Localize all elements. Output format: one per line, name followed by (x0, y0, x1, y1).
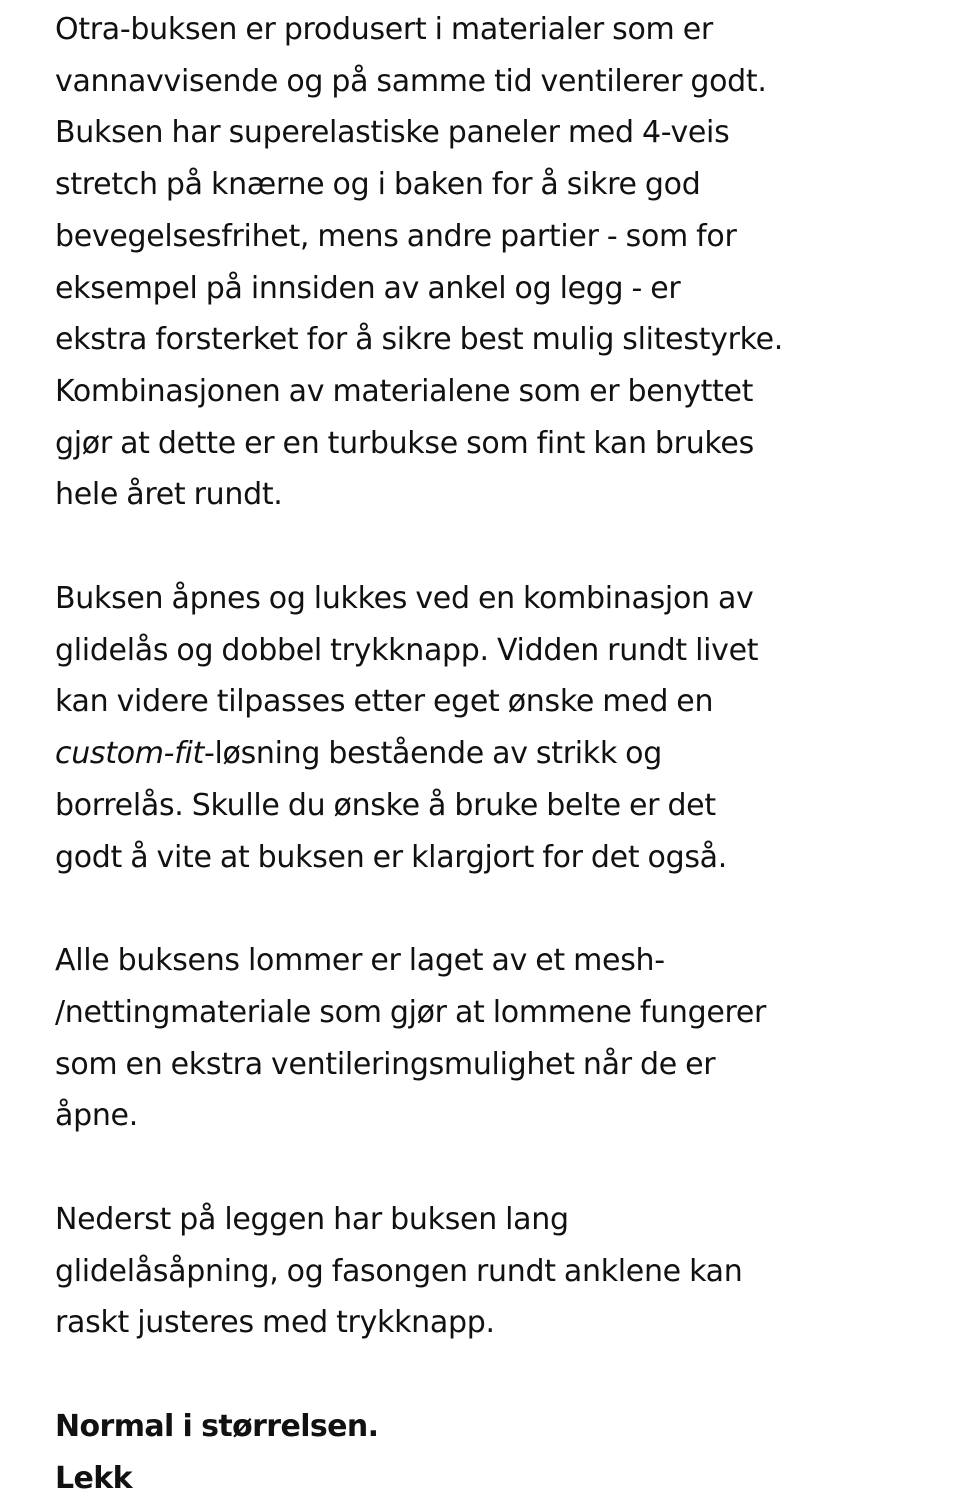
emphasis-custom-fit: custom-fit (55, 736, 204, 772)
text-line: /nettingmateriale som gjør at lommene fungerer (55, 994, 767, 1030)
text-line: godt å vite at buksen er klargjort for det også. (55, 839, 727, 875)
text-line: bevegelsesfrihet, mens andre partier - som for (55, 218, 737, 254)
text-line: hele året rundt. (55, 477, 283, 513)
text-line: kan videre tilpasses etter eget ønske med en (55, 684, 714, 720)
text-line: glidelås og dobbel trykknapp. Vidden rundt livet (55, 632, 759, 668)
paragraph-materials (55, 4, 935, 521)
size-note-text: Normal i størrelsen. (55, 1409, 379, 1445)
text-line-with-emphasis (55, 728, 935, 780)
text-line: Otra-buksen er produsert i materialer som er (55, 12, 713, 47)
text-line: stretch på knærne og i baken for å sikre god (55, 167, 701, 203)
text-line: åpne. (55, 1098, 138, 1134)
text-line: glidelåsåpning, og fasongen rundt anklene kan (55, 1253, 743, 1289)
text-line: Nederst på leggen har buksen lang (55, 1202, 569, 1238)
size-note (55, 1401, 935, 1496)
text-line: gjør at dette er en turbukse som fint kan brukes (55, 425, 754, 461)
paragraph-ankle (55, 1194, 935, 1349)
text-line: Buksen har superelastiske paneler med 4-veis (55, 115, 730, 151)
text-fragment: -løsning bestående av strikk og (203, 736, 662, 772)
paragraph-pockets (55, 935, 935, 1142)
text-line: Kombinasjonen av materialene som er benyttet (55, 373, 754, 409)
text-line: Buksen åpnes og lukkes ved en kombinasjon av (55, 581, 754, 617)
text-line: raskt justeres med trykknapp. (55, 1305, 495, 1341)
cut-off-text: Lekk (55, 1460, 132, 1496)
text-line: Alle buksens lommer er laget av et mesh- (55, 943, 665, 979)
text-line: borrelås. Skulle du ønske å bruke belte er det (55, 787, 716, 823)
text-line: som en ekstra ventileringsmulighet når de er (55, 1046, 716, 1082)
text-line: eksempel på innsiden av ankel og legg - er (55, 270, 681, 306)
paragraph-closure (55, 573, 935, 883)
product-description (55, 4, 935, 1496)
text-line: vannavvisende og på samme tid ventilerer godt. (55, 63, 767, 99)
text-line: ekstra forsterket for å sikre best mulig slitestyrke. (55, 322, 783, 358)
